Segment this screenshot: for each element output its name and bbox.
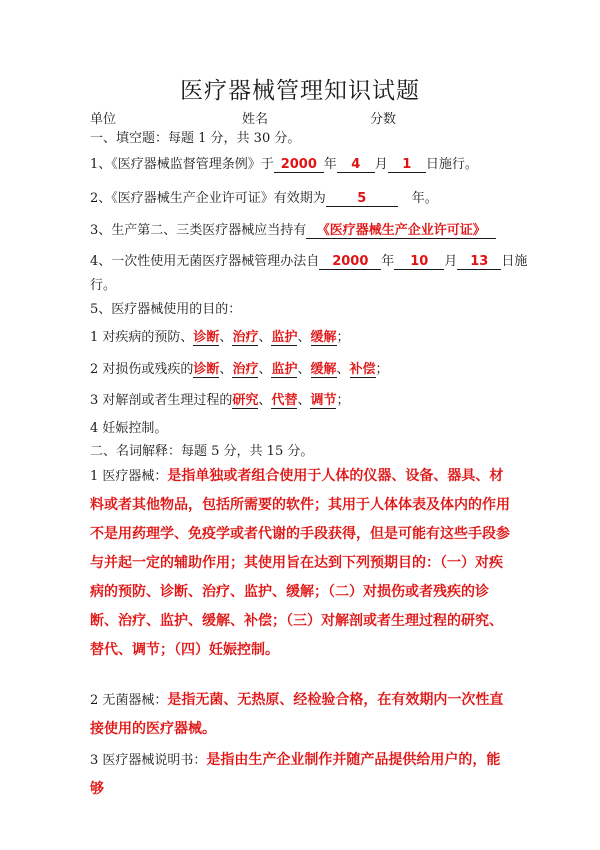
item2-prefix: 2 对损伤或残疾的 <box>90 362 194 377</box>
item1-answer-2: 治疗 <box>232 330 259 345</box>
name-label: 姓名 <box>242 112 269 127</box>
q4-day-answer: 13 <box>457 255 501 270</box>
end: ； <box>336 393 350 408</box>
sep: 、 <box>258 393 272 408</box>
question-5-heading: 5、医疗器械使用的目的： <box>90 302 242 317</box>
sep: 、 <box>336 362 350 377</box>
q1-day-unit: 日施行。 <box>425 157 478 172</box>
sep: 、 <box>219 362 233 377</box>
question-4 <box>90 250 527 270</box>
end: ； <box>336 330 350 345</box>
q1-year-unit: 年 <box>323 157 337 172</box>
q2-suffix: 年。 <box>411 191 438 206</box>
q1-day-answer: 1 <box>388 158 426 173</box>
sep: 、 <box>219 330 233 345</box>
item3-answer-3: 调节 <box>310 393 337 408</box>
purpose-item-4: 4 妊娠控制。 <box>90 421 168 436</box>
q4-month-unit: 月 <box>444 254 458 269</box>
section1-heading: 一、填空题：每题 1 分，共 30 分。 <box>90 131 301 146</box>
def1-answer: 是指单独或者组合使用于人体的仪器、设备、器具、材料或者其他物品，包括所需要的软件；其用于人体体表及体内的作用不是用药理学、免疫学或者代谢的手段获得，但是可能有这些手段参与并起一定的辅助作用；其使用旨在达到下列预期目的：（一）对疾病的预防、诊断、治疗、监护、缓解；（二）对损伤或者残疾的诊断、治疗、监护、缓解、补偿；（三）对解剖或者生理过程的研究、替代、调节；（四）妊娠控制。 <box>90 468 510 658</box>
q3-prefix: 3、生产第二、三类医疗器械应当持有 <box>90 223 307 238</box>
section2-heading: 二、名词解释：每题 5 分，共 15 分。 <box>90 444 314 459</box>
end: ； <box>375 362 389 377</box>
q1-prefix: 1、《医疗器械监督管理条例》于 <box>90 157 274 172</box>
q2-answer: 5 <box>326 192 398 207</box>
item1-answer-3: 监护 <box>271 330 298 345</box>
q1-month-answer: 4 <box>337 158 375 173</box>
item2-answer-2: 治疗 <box>232 362 259 377</box>
sep: 、 <box>297 393 311 408</box>
q1-year-answer: 2000 <box>274 158 324 173</box>
question-1 <box>90 153 478 173</box>
def2-label: 2 无菌器械： <box>90 693 168 708</box>
q4-year-answer: 2000 <box>319 255 381 270</box>
score-label: 分数 <box>370 112 397 127</box>
definition-3 <box>90 746 512 804</box>
q4-month-answer: 10 <box>394 255 444 270</box>
purpose-item-1 <box>90 326 350 345</box>
item2-answer-5: 补偿 <box>349 362 376 377</box>
sep: 、 <box>258 362 272 377</box>
q4-day-unit: 日施 <box>501 254 528 269</box>
item2-answer-4: 缓解 <box>310 362 337 377</box>
purpose-item-3 <box>90 389 350 408</box>
item3-prefix: 3 对解剖或者生理过程的 <box>90 393 233 408</box>
q1-month-unit: 月 <box>374 157 388 172</box>
unit-label: 单位 <box>90 112 117 127</box>
item2-answer-3: 监护 <box>271 362 298 377</box>
q4-year-unit: 年 <box>381 254 395 269</box>
item2-answer-1: 诊断 <box>193 362 220 377</box>
sep: 、 <box>258 330 272 345</box>
question-2 <box>90 187 438 207</box>
sep: 、 <box>297 330 311 345</box>
question-4-cont: 行。 <box>90 278 117 293</box>
definition-2 <box>90 686 512 744</box>
purpose-item-2 <box>90 358 389 377</box>
q4-prefix: 4、一次性使用无菌医疗器械管理办法自 <box>90 254 320 269</box>
def3-answer: 是指由生产企业制作并随产品提供给用户的，能够 <box>90 752 501 797</box>
sep: 、 <box>297 362 311 377</box>
q3-answer: 《医疗器械生产企业许可证》 <box>306 224 496 239</box>
page-title: 医疗器械管理知识试题 <box>180 78 420 104</box>
item1-answer-4: 缓解 <box>310 330 337 345</box>
definition-1 <box>90 462 512 665</box>
def1-label: 1 医疗器械： <box>90 469 168 484</box>
item1-answer-1: 诊断 <box>193 330 220 345</box>
q2-prefix: 2、《医疗器械生产企业许可证》有效期为 <box>90 191 326 206</box>
def2-answer: 是指无菌、无热原、经检验合格，在有效期内一次性直接使用的医疗器械。 <box>90 692 504 737</box>
question-3 <box>90 219 496 239</box>
item3-answer-2: 代替 <box>271 393 298 408</box>
item3-answer-1: 研究 <box>232 393 259 408</box>
item1-prefix: 1 对疾病的预防、 <box>90 330 194 345</box>
def3-label: 3 医疗器械说明书： <box>90 753 207 768</box>
